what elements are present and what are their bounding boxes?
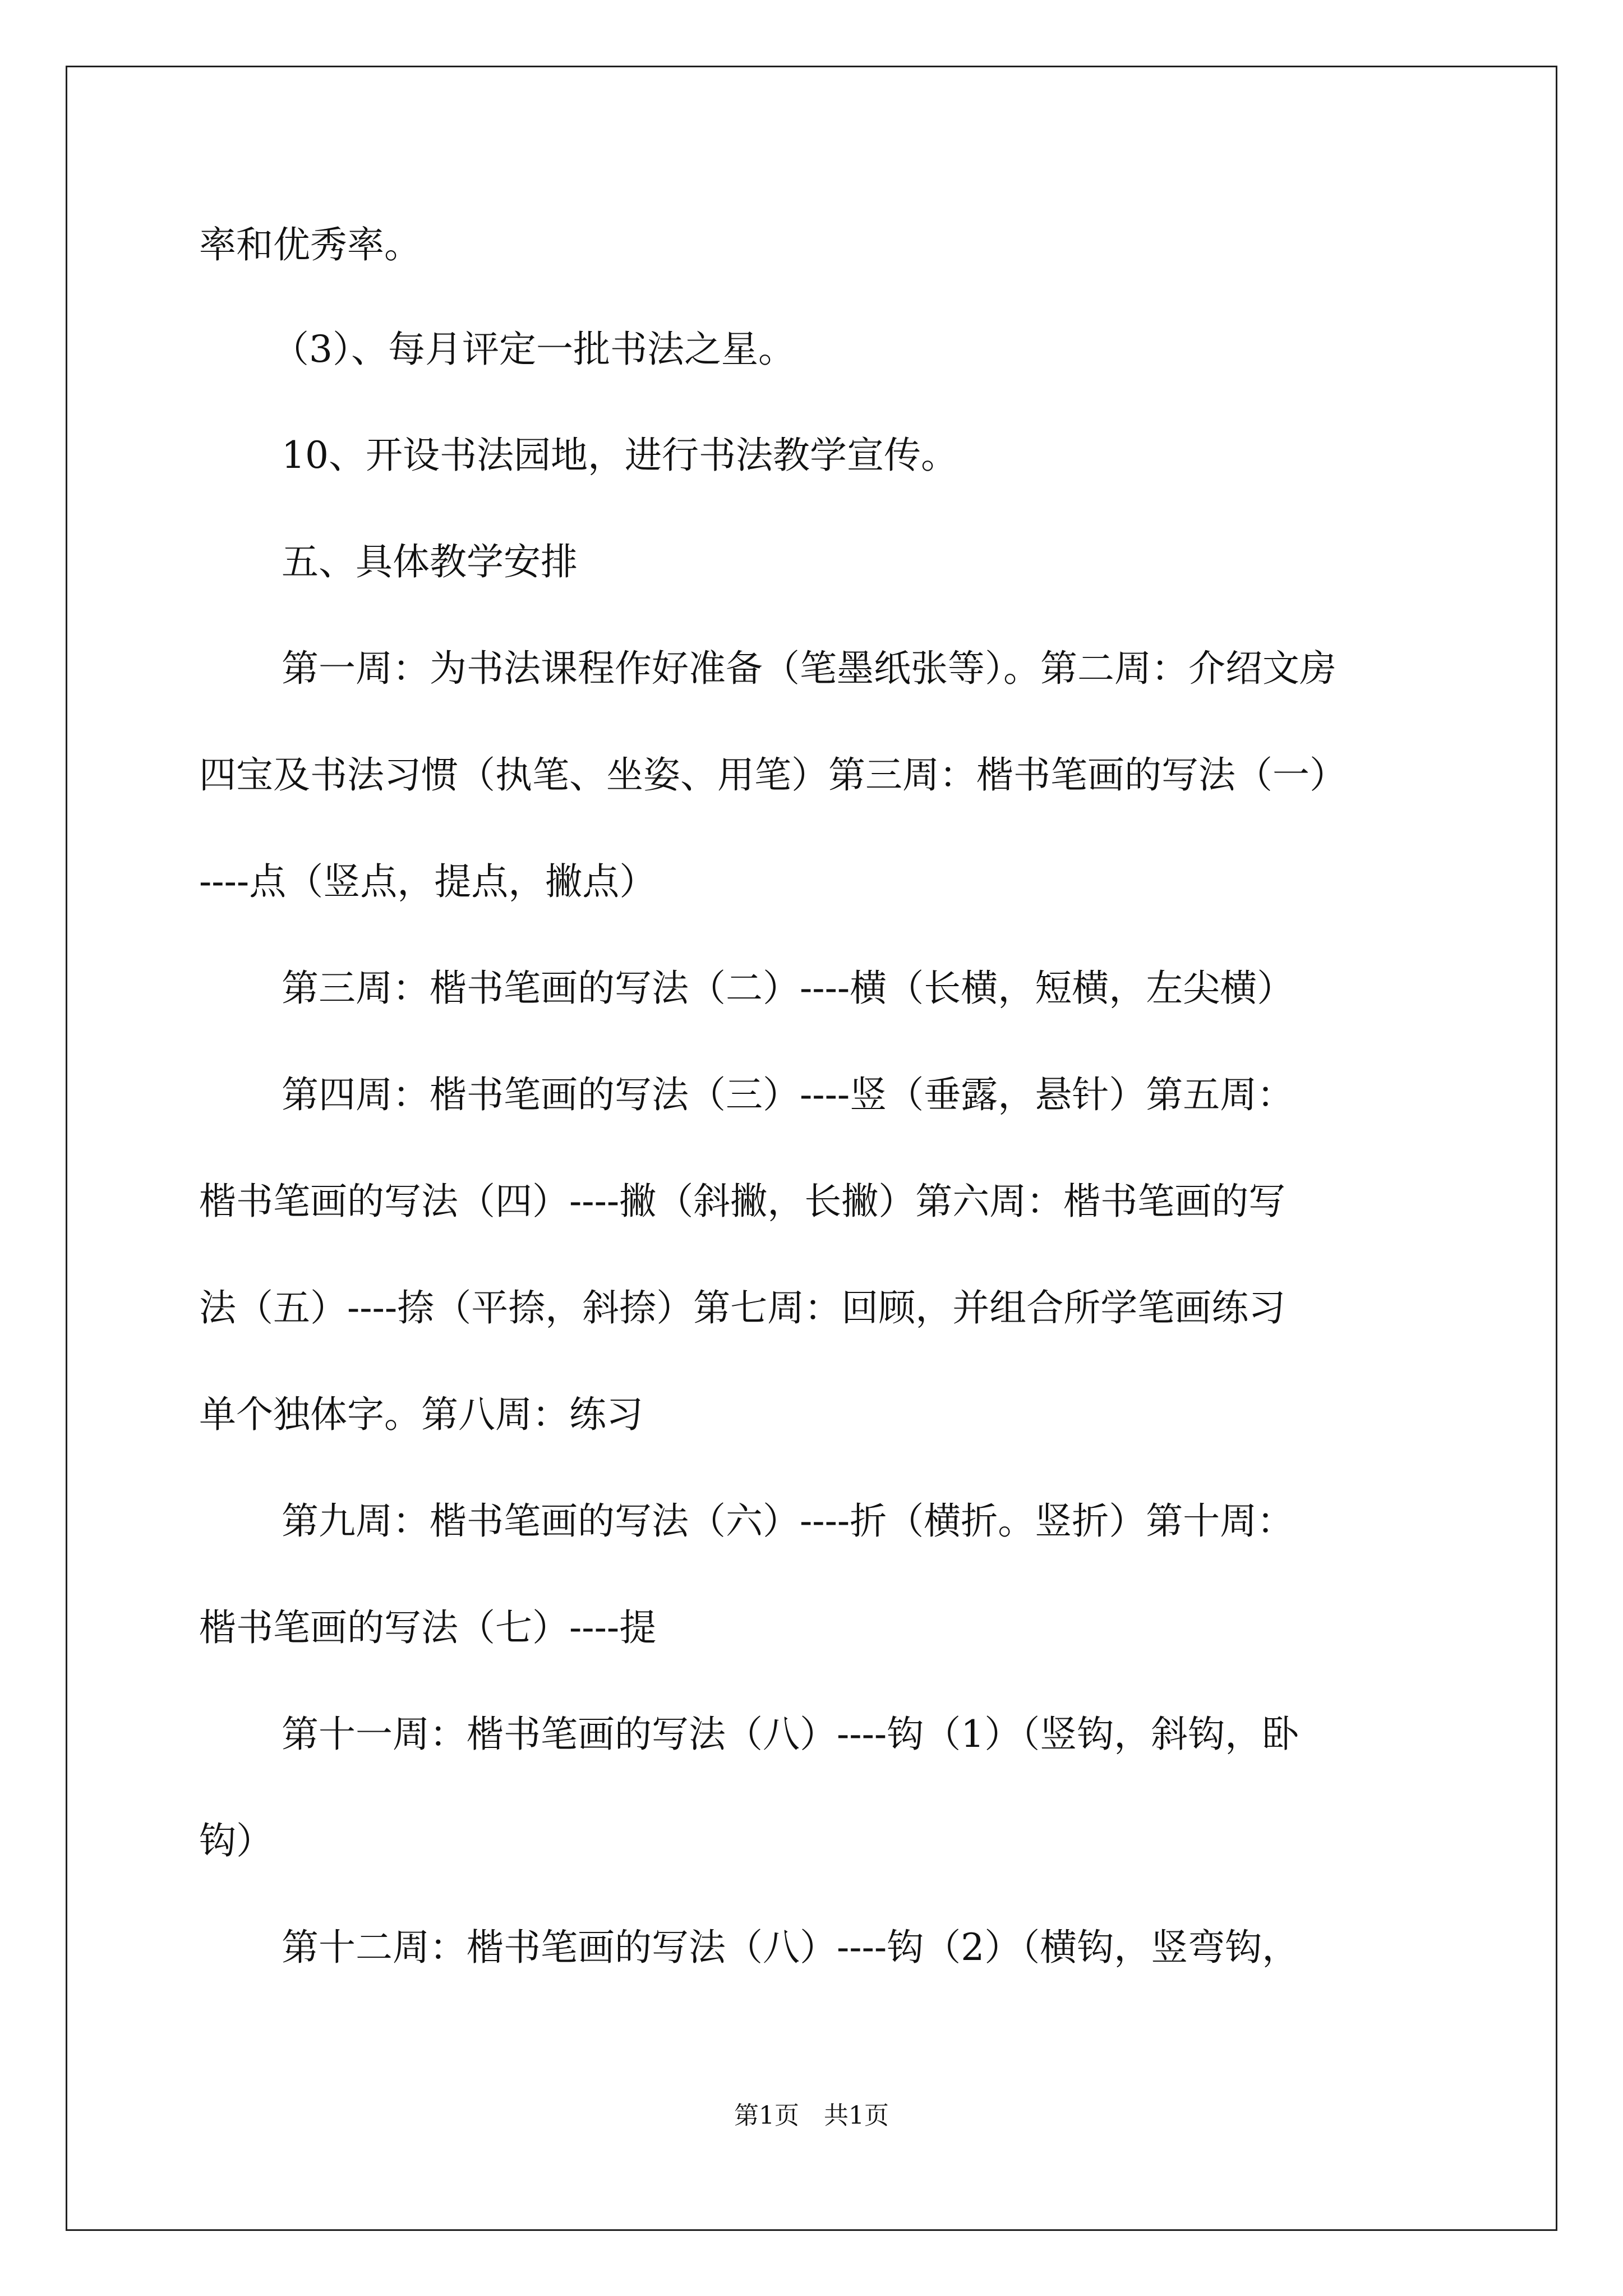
section-heading: 五、具体教学安排 bbox=[282, 540, 578, 583]
paragraph-line: 第一周：为书法课程作好准备（笔墨纸张等）。第二周：介绍文房 bbox=[282, 647, 1336, 690]
paragraph-line: 钩） bbox=[199, 1819, 273, 1862]
paragraph-line: 楷书笔画的写法（七）----提 bbox=[199, 1606, 657, 1649]
paragraph-line: 第四周：楷书笔画的写法（三）----竖（垂露，悬针）第五周： bbox=[282, 1073, 1294, 1116]
paragraph-line: 第十二周：楷书笔画的写法（八）----钩（2）（横钩，竖弯钩， bbox=[282, 1926, 1299, 1969]
paragraph-line: 第九周：楷书笔画的写法（六）----折（横折。竖折）第十周： bbox=[282, 1499, 1294, 1543]
paragraph-line: 楷书笔画的写法（四）----撇（斜撇，长撇）第六周：楷书笔画的写 bbox=[199, 1180, 1286, 1223]
paragraph-line: ----点（竖点，提点，撇点） bbox=[199, 860, 657, 903]
paragraph-line: 四宝及书法习惯（执笔、坐姿、用笔）第三周：楷书笔画的写法（一） bbox=[199, 753, 1347, 797]
paragraph-line: （3）、每月评定一批书法之星。 bbox=[272, 328, 795, 371]
paragraph-line: 率和优秀率。 bbox=[199, 223, 421, 266]
page-border bbox=[66, 66, 1557, 2231]
paragraph-line: 第三周：楷书笔画的写法（二）----横（长横，短横，左尖横） bbox=[282, 967, 1294, 1010]
paragraph-line: 法（五）----捺（平捺，斜捺）第七周：回顾，并组合所学笔画练习 bbox=[199, 1286, 1286, 1329]
paragraph-line: 第十一周：楷书笔画的写法（八）----钩（1）（竖钩，斜钩，卧 bbox=[282, 1713, 1299, 1756]
paragraph-line: 单个独体字。第八周：练习 bbox=[199, 1393, 643, 1436]
page-footer: 第1页 共1页 bbox=[734, 2101, 889, 2130]
paragraph-line: 10、开设书法园地，进行书法教学宣传。 bbox=[282, 434, 958, 477]
